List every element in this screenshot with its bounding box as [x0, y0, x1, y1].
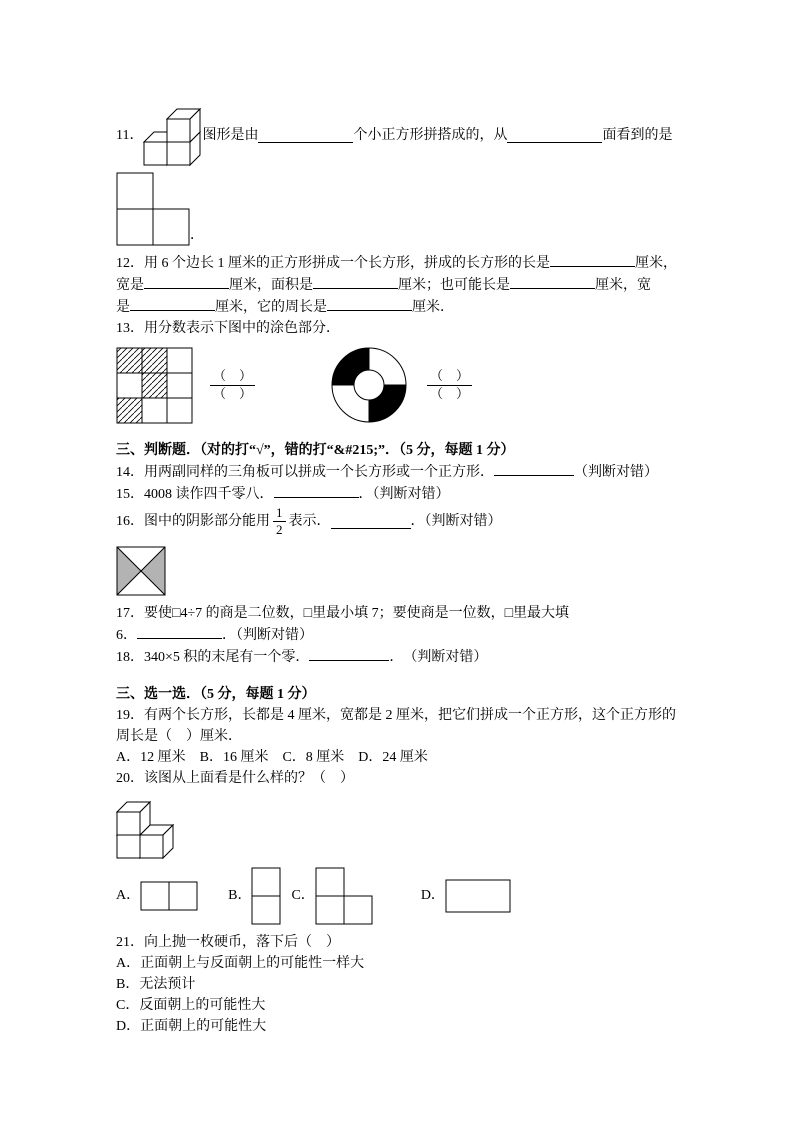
q11-shape-row [116, 172, 697, 246]
spacer [193, 385, 207, 386]
shaded-square-figure [116, 546, 166, 596]
q21-option-d [116, 1016, 697, 1037]
text-run: （判断对错） [574, 465, 658, 480]
fraction-numerator: 1 [273, 505, 286, 522]
answer-blank [331, 514, 411, 529]
fraction-denominator: 2 [276, 522, 283, 538]
text-run: 厘米， [635, 256, 677, 271]
text-run: 13．用分数表示下图中的涂色部分． [116, 321, 340, 336]
text-run: 周长是（ ）厘米． [116, 728, 242, 744]
q19-line-2 [116, 726, 697, 747]
text-run: 图形是由 [202, 127, 259, 143]
q17-line-2 [116, 624, 697, 646]
q17-line-1 [116, 603, 697, 624]
text-run: 6． [116, 627, 137, 643]
judgment-section-header [116, 440, 697, 461]
text-run: 个小正方形拼搭成的，从 [353, 127, 508, 143]
fraction-denominator: （ ） [213, 385, 253, 401]
q18-line [116, 646, 697, 668]
text-run: 厘米，宽 [595, 278, 651, 293]
fraction-numerator: （ ） [210, 368, 255, 385]
text-run: 19．有两个长方形，长都是 4 厘米，宽都是 2 厘米，把它们拼成一个正方形，这个正方形的 [116, 707, 676, 723]
text-run: 是 [116, 300, 130, 315]
q14-line [116, 461, 697, 483]
spacer [281, 895, 291, 896]
text-run: A． [116, 888, 141, 903]
fraction [210, 368, 255, 402]
q13-stem [116, 318, 697, 339]
answer-blank [258, 128, 353, 143]
spacer [200, 895, 228, 896]
spacer [375, 895, 421, 896]
text-run: A．12 厘米 B．16 厘米 C．8 厘米 D．24 厘米 [116, 749, 428, 765]
text-run: 厘米． [412, 300, 454, 315]
fraction-denominator: （ ） [430, 385, 470, 401]
answer-blank [507, 128, 602, 143]
answer-blank [510, 274, 595, 289]
fraction-numerator: （ ） [427, 368, 472, 385]
answer-blank [550, 252, 635, 267]
option-b-shape-figure [251, 867, 281, 925]
text-run: 宽是 [116, 278, 144, 293]
q20-options-row [116, 867, 697, 925]
text-run: C． [291, 888, 315, 903]
text-run: 21．向上抛一枚硬币，落下后（ ） [116, 934, 340, 950]
text-run: B． [228, 888, 252, 903]
q20-stem [116, 768, 697, 789]
answer-blank [137, 624, 222, 639]
q20-figure-row [116, 796, 697, 860]
text-run: C．反面朝上的可能性大 [116, 997, 266, 1013]
q12-line-2 [116, 274, 697, 296]
text-run: 表示． [288, 514, 331, 530]
text-run: 三、判断题．（对的打“√”，错的打“&#215;”．（5 分，每题 1 分） [116, 443, 515, 458]
text-run: 14．用两副同样的三角板可以拼成一个长方形或一个正方形． [116, 465, 494, 480]
spacer [258, 385, 330, 386]
answer-blank [274, 483, 359, 498]
text-run: 17．要使□4÷7 的商是二位数，□里最小填 7；要使商是一位数，□里最大填 [116, 605, 570, 621]
text-run: 20．该图从上面看是什么样的？（ ） [116, 770, 354, 786]
text-run: 三、选一选．（5 分，每题 1 分） [116, 686, 316, 702]
q19-line-1 [116, 705, 697, 726]
option-a-shape-figure [140, 881, 200, 911]
text-run: D．正面朝上的可能性大 [116, 1018, 267, 1034]
text-run: ． [190, 228, 204, 243]
spacer [408, 385, 424, 386]
text-run: A．正面朝上与反面朝上的可能性一样大 [116, 955, 365, 971]
q21-option-b [116, 974, 697, 995]
cube-stack-figure [143, 103, 202, 167]
text-run: 11． [116, 127, 144, 143]
q11-line [116, 103, 697, 167]
answer-blank [313, 274, 398, 289]
text-run: 12．用 6 个边长 1 厘米的正方形拼成一个长方形，拼成的长方形的长是 [116, 256, 550, 271]
text-run: 厘米，面积是 [229, 278, 313, 293]
text-run: 面看到的是 [602, 127, 673, 143]
q19-options-line [116, 747, 697, 768]
option-d-shape-figure [445, 879, 511, 913]
q15-line [116, 483, 697, 505]
q13-figures-row [116, 346, 697, 424]
q21-option-a [116, 953, 697, 974]
q21-option-c [116, 995, 697, 1016]
l-shape-squares-figure [116, 172, 190, 246]
answer-blank [144, 274, 229, 289]
text-run: D． [420, 888, 445, 903]
text-run: 厘米，它的周长是 [215, 300, 327, 315]
text-run: 16．图中的阴影部分能用 [116, 514, 270, 530]
text-run: ． （判断对错） [389, 649, 488, 665]
text-run: 18．340×5 积的末尾有一个零． [116, 649, 310, 665]
text-run: 15．4008 读作四千零八． [116, 487, 274, 502]
answer-blank [130, 296, 215, 311]
option-c-shape-figure [315, 867, 375, 925]
text-run: ．（判断对错） [410, 514, 502, 530]
shaded-grid-figure [116, 347, 193, 424]
cube-stack-figure [116, 796, 175, 860]
answer-blank [327, 296, 412, 311]
q21-stem [116, 932, 697, 953]
text-run: ．（判断对错） [222, 627, 313, 643]
text-run: ．（判断对错） [358, 487, 450, 502]
q12-line-1 [116, 252, 697, 274]
text-run: 厘米；也可能长是 [398, 278, 510, 293]
q16-figure-row [116, 546, 697, 596]
q16-line [116, 505, 697, 539]
q12-line-3 [116, 296, 697, 318]
text-run: B．无法预计 [116, 976, 196, 992]
fraction [427, 368, 472, 402]
answer-blank [309, 646, 389, 661]
shaded-circle-figure [330, 346, 408, 424]
fraction [273, 505, 286, 539]
choice-section-header [116, 684, 697, 705]
answer-blank [494, 461, 574, 476]
